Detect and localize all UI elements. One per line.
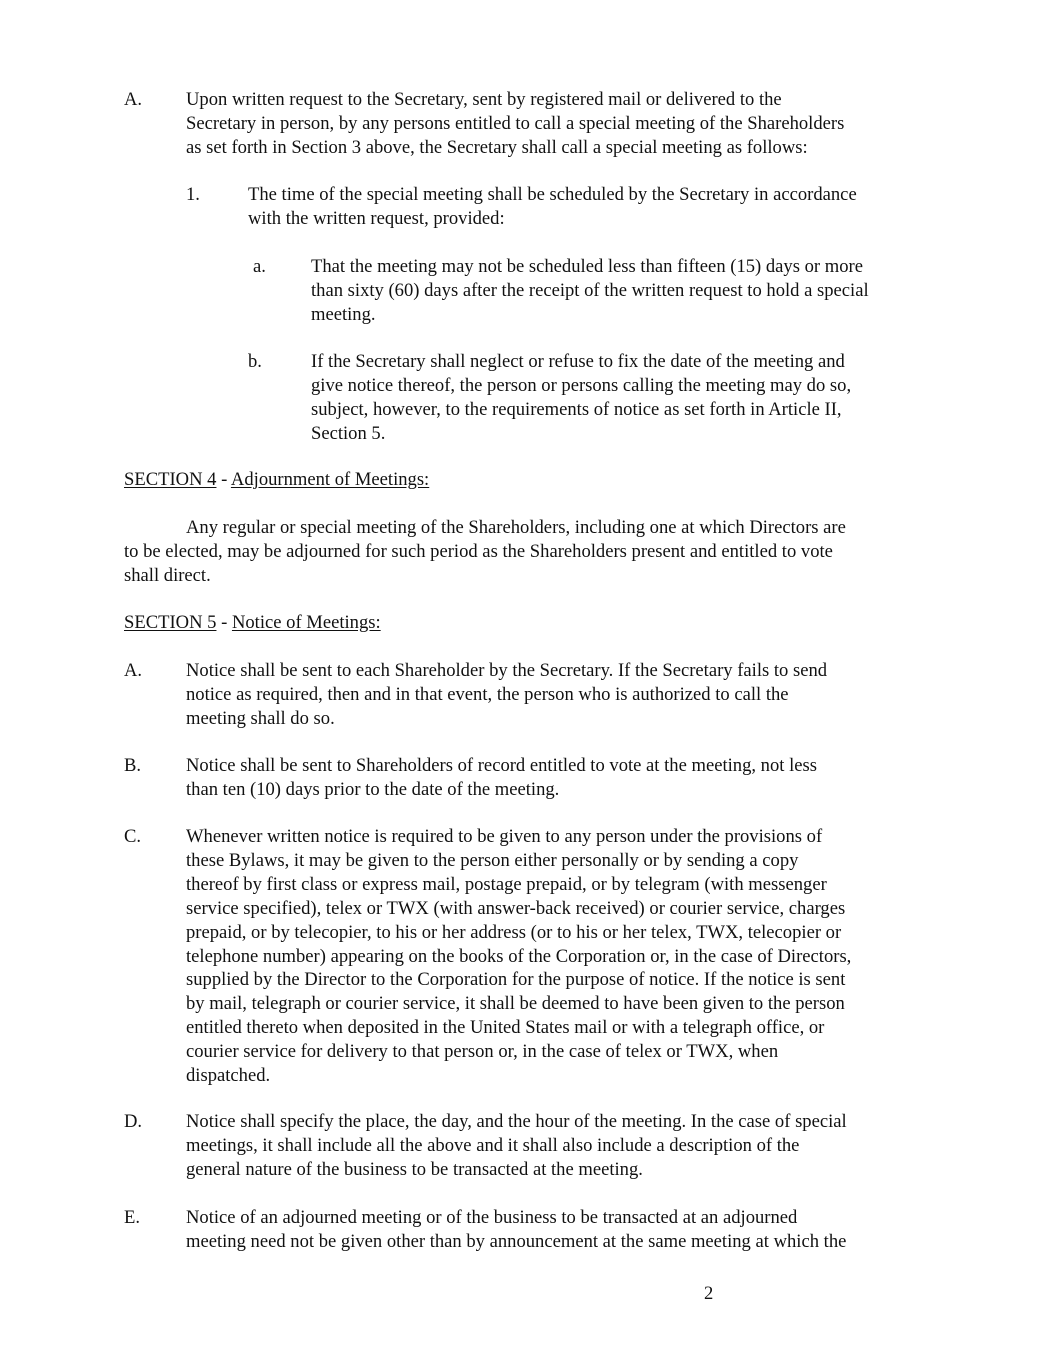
section-4-body-continuation: to be elected, may be adjourned for such period as the Shareholders present and entitled to vote shall direct. xyxy=(124,541,833,586)
item-a1b-text: If the Secretary shall neglect or refuse to fix the date of the meeting and give notice thereof, the person or persons calling the meeting may do so, subject, however, to the requirements of notice as set forth in Article II, Section 5. xyxy=(311,351,852,444)
section-4-heading xyxy=(124,468,429,492)
item-a1a-label: a. xyxy=(253,256,266,277)
item-a1-text: The time of the special meeting shall be scheduled by the Secretary in accordance with the written request, provided: xyxy=(248,184,857,229)
item-a-text: Upon written request to the Secretary, sent by registered mail or delivered to the Secretary in person, by any persons entitled to call a special meeting of the Shareholders as set forth in Section 3 above, the Secretary shall call a special meeting as follows: xyxy=(186,89,845,158)
section-4-number: SECTION 4 xyxy=(124,469,217,490)
item-a1a-text: That the meeting may not be scheduled less than fifteen (15) days or more than sixty (60) days after the receipt of the written request to hold a special meeting. xyxy=(311,256,869,325)
section-5-item-text: Whenever written notice is required to be given to any person under the provisions of these Bylaws, it may be given to the person either personally or by sending a copy thereof by first class or express mail, postage prepaid, or by telegram (with messenger service specified), telex or TWX (with answer-back received) or courier service, charges prepaid, or by telecopier, to his or her address (or to his or her telex, TWX, telecopier or telephone number) appearing on the books of the Corporation or, in the case of Directors, supplied by the Director to the Corporation for the purpose of notice. If the notice is sent by mail, telegraph or courier service, it shall be deemed to have been given to the person entitled thereto when deposited in the United States mail or with a telegraph office, or courier service for delivery to that person or, in the case of telex or TWX, when dispatched. xyxy=(186,826,852,1087)
section-5-heading xyxy=(124,611,381,635)
section-4-title: Adjournment of Meetings: xyxy=(230,469,430,490)
section-5-title: Notice of Meetings: xyxy=(231,612,381,633)
section-5-item-label: D. xyxy=(124,1111,143,1132)
page-number: 2 xyxy=(704,1283,714,1304)
section-5-number: SECTION 5 xyxy=(124,612,217,633)
section-5-item-label: E. xyxy=(124,1207,141,1228)
section-5-item-label: A. xyxy=(124,660,143,681)
item-a1b-label: b. xyxy=(248,351,262,372)
section-5-item-text: Notice shall be sent to each Shareholder by the Secretary. If the Secretary fails to send notice as required, then and in that event, the person who is authorized to call the meeting shall do so. xyxy=(186,660,828,729)
section-5-item-text: Notice of an adjourned meeting or of the business to be transacted at an adjourned meeting need not be given other than by announcement at the same meeting at which the xyxy=(186,1207,847,1252)
section-5-item-label: C. xyxy=(124,826,142,847)
section-5-item-text: Notice shall specify the place, the day, and the hour of the meeting. In the case of special meetings, it shall include all the above and it shall also include a description of the general nature of the business to be transacted at the meeting. xyxy=(186,1111,847,1180)
section-4-separator: - xyxy=(216,469,231,490)
section-5-separator: - xyxy=(216,612,232,633)
item-a1-label: 1. xyxy=(186,184,200,205)
section-5-item-label: B. xyxy=(124,755,142,776)
section-4-body-first-line: Any regular or special meeting of the Shareholders, including one at which Directors are xyxy=(186,517,846,538)
section-5-item-text: Notice shall be sent to Shareholders of record entitled to vote at the meeting, not less than ten (10) days prior to the date of the meeting. xyxy=(186,755,817,800)
item-a-label: A. xyxy=(124,89,143,110)
